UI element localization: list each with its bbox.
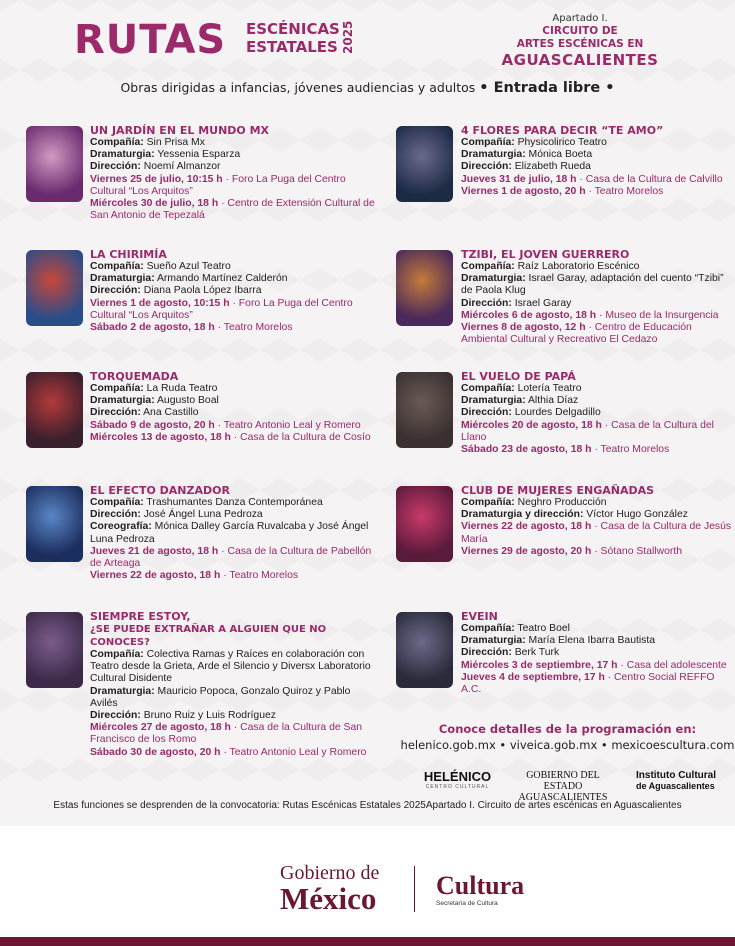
- event-date: Sábado 2 de agosto, 18 h · Teatro Morelos: [90, 322, 293, 334]
- gob-estado-line2: AGUASCALIENTES: [518, 792, 608, 803]
- event-details: [461, 124, 733, 198]
- helenico-sub: CENTRO CULTURAL: [425, 784, 490, 790]
- event-credit: Dirección: Elizabeth Rueda: [461, 161, 591, 173]
- event-credit: Dirección: Lourdes Delgadillo: [461, 407, 601, 419]
- secretaria-text: Secretaría de Cultura: [436, 900, 498, 907]
- event-credit: Dramaturgia: Israel Garay, adaptación del cuento “Tzibi” de Paola Klug: [461, 273, 724, 297]
- event-details: [90, 124, 375, 222]
- event-title: SIEMPRE ESTOY,: [90, 610, 191, 623]
- event-credit: Compañía: Sin Prisa Mx: [90, 137, 205, 148]
- event-credit: Compañía: Teatro Boel: [461, 623, 570, 634]
- circuito-line2: ARTES ESCÉNICAS EN: [516, 38, 644, 50]
- event-credit: Dirección: Berk Turk: [461, 647, 560, 659]
- gob-estado-line1: GOBIERNO DEL ESTADO: [526, 770, 600, 792]
- footer: [0, 826, 735, 946]
- event-credit: Dramaturgia: Yessenia Esparza: [90, 149, 241, 161]
- event-credit: Compañía: Physicolirico Teatro: [461, 137, 607, 148]
- cultura-logo: [436, 872, 524, 907]
- event-date: Sábado 30 de agosto, 20 h · Teatro Antonio Leal y Romero: [90, 746, 367, 758]
- event-credit: Dirección: Israel Garay: [461, 297, 572, 309]
- event-credit: Compañía: Lotería Teatro: [461, 383, 582, 394]
- event-details: [461, 370, 733, 456]
- footnote: Estas funciones se desprenden de la convocatoria: Rutas Escénicas Estatales 2025Apartado I. Circuito de artes escénicas en Aguascalientes: [53, 800, 682, 811]
- event-credit: Dramaturgia: María Elena Ibarra Bautista: [461, 635, 656, 647]
- event-photo: [26, 372, 83, 448]
- event-details: [461, 248, 733, 346]
- event-details: [90, 370, 375, 444]
- event-details: [90, 248, 375, 334]
- cultura-text: Cultura: [436, 871, 525, 900]
- event-date: Viernes 22 de agosto, 18 h · Teatro Morelos: [90, 570, 299, 582]
- event-title: TZIBI, EL JOVEN GUERRERO: [461, 248, 630, 261]
- event-photo: [396, 126, 453, 202]
- event-date: Miércoles 30 de julio, 18 h · Centro de Extensión Cultural de San Antonio de Tepezalá: [90, 198, 375, 222]
- event-photo: [26, 612, 83, 688]
- event-photo: [396, 250, 453, 326]
- header: [0, 0, 735, 110]
- logo-ica: [636, 770, 718, 791]
- event-credit: Dramaturgia: Mauricio Popoca, Gonzalo Quiroz y Pablo Avilés: [90, 685, 351, 709]
- event-credit: Compañía: Sueño Azul Teatro: [90, 261, 231, 272]
- logo-helenico: [420, 770, 495, 790]
- event-credit: Compañía: Colectiva Ramas y Raíces en colaboración con Teatro desde la Grieta, Arde el Silencio y Diversx Laboratorio Cultural Disidente: [90, 649, 371, 685]
- event-photo: [26, 486, 83, 562]
- event-credit: Dramaturgia: Mónica Boeta: [461, 149, 593, 161]
- event-details: [461, 610, 733, 696]
- gobierno-text: Gobierno de: [280, 862, 380, 884]
- event-title: EVEIN: [461, 610, 498, 623]
- logo-gobierno-estado: [508, 770, 618, 803]
- logo-escenicas: [246, 20, 340, 56]
- apartado-label: Apartado I.: [552, 13, 608, 24]
- event-date: Jueves 31 de julio, 18 h · Casa de la Cultura de Calvillo: [461, 173, 723, 185]
- event-date: Sábado 9 de agosto, 20 h · Teatro Antonio Leal y Romero: [90, 419, 361, 431]
- event-details: [90, 484, 375, 582]
- conoce-links[interactable]: helenico.gob.mx • viveica.gob.mx • mexicoescultura.com: [400, 738, 735, 752]
- event-date: Miércoles 6 de agosto, 18 h · Museo de la Insurgencia: [461, 309, 719, 321]
- ica-line2: de Aguascalientes: [636, 781, 715, 791]
- event-credit: Dramaturgia y dirección: Víctor Hugo González: [461, 509, 688, 521]
- event-title: TORQUEMADA: [90, 370, 179, 383]
- event-date: Viernes 25 de julio, 10:15 h · Foro La Puga del Centro Cultural “Los Arquitos”: [90, 173, 346, 197]
- event-title: LA CHIRIMÍA: [90, 248, 167, 261]
- event-photo: [26, 126, 83, 202]
- gobierno-de-mexico: [280, 862, 379, 914]
- event-date: Viernes 29 de agosto, 20 h · Sótano Stallworth: [461, 545, 683, 557]
- ica-line1: Instituto Cultural: [636, 770, 716, 781]
- event-date: Viernes 1 de agosto, 20 h · Teatro Morelos: [461, 185, 664, 197]
- event-details: [90, 610, 375, 759]
- event-date: Sábado 23 de agosto, 18 h · Teatro Morelos: [461, 444, 670, 456]
- event-title: UN JARDÍN EN EL MUNDO MX: [90, 124, 270, 137]
- event-date: Jueves 21 de agosto, 18 h · Casa de la Cultura de Pabellón de Arteaga: [90, 545, 372, 570]
- event-date: Viernes 1 de agosto, 10:15 h · Foro La Puga del Centro Cultural “Los Arquitos”: [90, 297, 353, 321]
- event-date: Miércoles 13 de agosto, 18 h · Casa de la Cultura de Cosío: [90, 431, 371, 443]
- event-date: Jueves 4 de septiembre, 17 h · Centro Social REFFO A.C.: [461, 671, 715, 696]
- event-credit: Dramaturgia: Armando Martínez Calderón: [90, 273, 288, 285]
- event-credit: Dirección: Bruno Ruiz y Luis Rodríguez: [90, 710, 276, 722]
- event-credit: Dirección: Noemí Almanzor: [90, 161, 221, 173]
- event-date: Miércoles 27 de agosto, 18 h · Casa de la Cultura de San Francisco de los Romo: [90, 722, 363, 746]
- logo-escenicas-line1: ESCÉNICAS: [246, 20, 340, 38]
- event-credit: Compañía: Neghro Producción: [461, 497, 607, 508]
- event-date: Viernes 8 de agosto, 12 h · Centro de Educación Ambiental Cultural y Recreativo El Cedazo: [461, 322, 692, 346]
- footer-bar: [0, 937, 735, 946]
- subtitle-text: Obras dirigidas a infancias, jóvenes audiencias y adultos: [120, 80, 476, 95]
- event-title: CLUB DE MUJERES ENGAÑADAS: [461, 484, 655, 497]
- logo-escenicas-line2: ESTATALES: [246, 38, 338, 56]
- state-name: AGUASCALIENTES: [501, 51, 659, 69]
- event-credit: Dramaturgia: Augusto Boal: [90, 395, 219, 407]
- conoce-title: Conoce detalles de la programación en:: [438, 722, 697, 736]
- mexico-text: México: [280, 881, 377, 916]
- subtitle: [0, 80, 735, 96]
- event-credit: Dirección: Diana Paola López Ibarra: [90, 285, 262, 297]
- conoce-block: [400, 722, 735, 753]
- event-photo: [396, 612, 453, 688]
- event-photo: [396, 486, 453, 562]
- circuito-line1: CIRCUITO DE: [542, 25, 618, 37]
- logo-year: 2025: [341, 20, 355, 54]
- event-credit: Compañía: La Ruda Teatro: [90, 383, 218, 394]
- event-credit: Dirección: José Ángel Luna Pedroza: [90, 509, 263, 521]
- event-credit: Dramaturgia: Althia Díaz: [461, 395, 579, 407]
- event-details: [461, 484, 733, 558]
- event-subtitle: ¿SE PUEDE EXTRAÑAR A ALGUIEN QUE NO CONOCES?: [90, 624, 327, 648]
- event-photo: [396, 372, 453, 448]
- event-photo: [26, 250, 83, 326]
- footer-divider: [414, 866, 415, 912]
- event-credit: Dirección: Ana Castillo: [90, 407, 199, 419]
- event-date: Miércoles 3 de septiembre, 17 h · Casa del adolescente: [461, 659, 727, 671]
- apartado-block: [480, 12, 680, 69]
- event-credit: Compañía: Raíz Laboratorio Escénico: [461, 261, 640, 272]
- logo-rutas: RUTAS: [74, 17, 227, 63]
- event-credit: Coreografía: Mónica Dalley García Ruvalcaba y José Ángel Luna Pedroza: [90, 521, 369, 545]
- event-date: Miércoles 20 de agosto, 18 h · Casa de la Cultura del Llano: [461, 419, 714, 443]
- event-date: Viernes 22 de agosto, 18 h · Casa de la Cultura de Jesús María: [461, 521, 732, 545]
- helenico-text: HELÉNICO: [423, 769, 492, 784]
- event-title: EL EFECTO DANZADOR: [90, 484, 230, 497]
- event-title: 4 FLORES PARA DECIR “TE AMO”: [461, 124, 664, 137]
- event-credit: Compañía: Trashumantes Danza Contemporánea: [90, 497, 323, 508]
- event-title: EL VUELO DE PAPÁ: [461, 370, 576, 383]
- entrada-libre: • Entrada libre •: [479, 80, 615, 96]
